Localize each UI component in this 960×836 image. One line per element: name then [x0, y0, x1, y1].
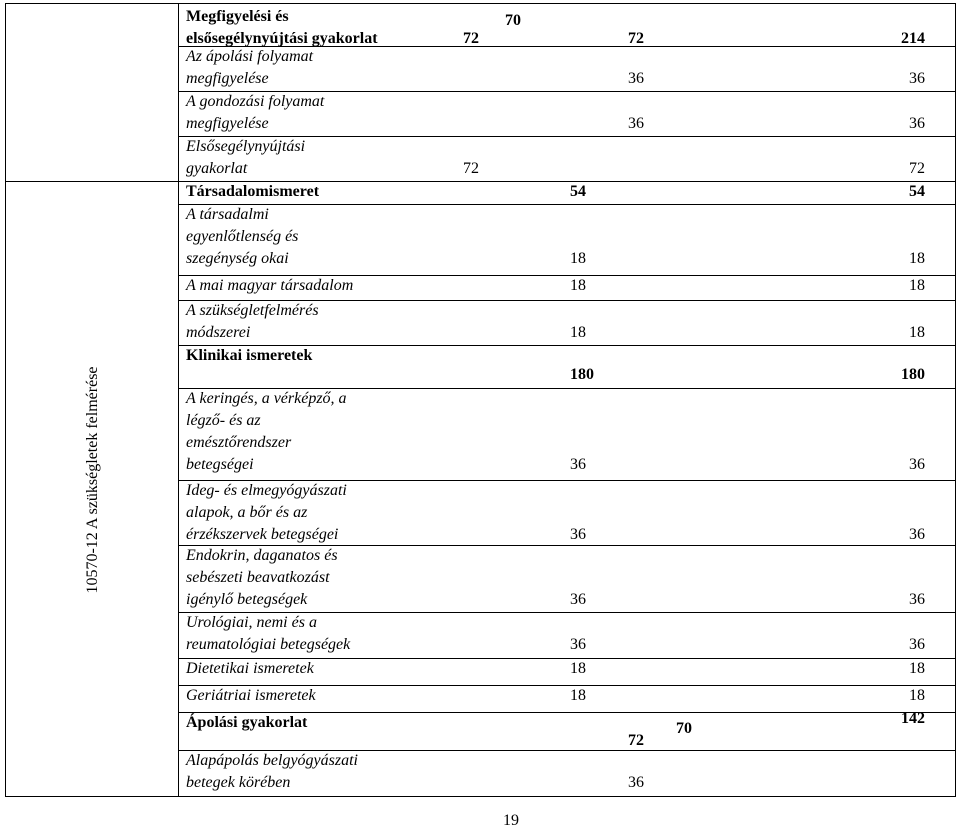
row-label-line: egyenlőtlenség és [186, 228, 299, 245]
row-label-line: sebészeti beavatkozást [186, 569, 330, 586]
row-label-line: A gondozási folyamat [186, 93, 325, 110]
page-number: 19 [503, 812, 519, 829]
row-label-line: elsősegélynyújtási gyakorlat [186, 30, 378, 47]
row-label-line: Geriátriai ismeretek [186, 687, 316, 704]
row-label-line: alapok, a bőr és az [186, 504, 308, 521]
row-label-line: gyakorlat [186, 160, 248, 177]
total-hours-cell: 36 [909, 456, 925, 473]
table-column-divider [178, 3, 179, 797]
row-label-line: szegénység okai [186, 250, 289, 267]
hours-cell-c2: 36 [570, 526, 586, 543]
total-hours-cell: 18 [909, 324, 925, 341]
row-label-line: betegségei [186, 456, 254, 473]
hours-cell-c2: 36 [570, 591, 586, 608]
total-hours-cell: 18 [909, 687, 925, 704]
row-label-line: igénylő betegségek [186, 591, 308, 608]
hours-cell-c3: 72 [628, 732, 644, 749]
row-label-line: Ápolási gyakorlat [186, 714, 308, 731]
hours-cell-c1: 72 [463, 160, 479, 177]
hours-cell-c2: 18 [570, 250, 586, 267]
row-label-line: A mai magyar társadalom [186, 277, 354, 294]
row-label-line: Urológiai, nemi és a [186, 614, 317, 631]
hours-cell-c2: 18 [570, 324, 586, 341]
curriculum-table [5, 3, 956, 797]
hours-cell-c2: 18 [570, 660, 586, 677]
total-hours-cell: 214 [901, 30, 925, 47]
row-label-line: Ideg- és elmegyógyászati [186, 482, 347, 499]
row-separator [5, 181, 956, 182]
row-label-line: betegek körében [186, 774, 291, 791]
total-hours-cell: 142 [901, 710, 925, 727]
hours-cell-c2: 18 [570, 687, 586, 704]
row-label-line: Klinikai ismeretek [186, 347, 313, 364]
row-label-line: A szükségletfelmérés [186, 302, 319, 319]
total-hours-cell: 36 [909, 115, 925, 132]
hours-cell-c3: 36 [628, 70, 644, 87]
row-label-line: módszerei [186, 324, 251, 341]
total-hours-cell: 18 [909, 277, 925, 294]
hours-cell-c2: 54 [570, 183, 586, 200]
row-label-line: reumatológiai betegségek [186, 636, 351, 653]
total-hours-cell: 18 [909, 660, 925, 677]
row-label-line: megfigyelése [186, 115, 269, 132]
row-label-line: légző- és az [186, 412, 261, 429]
row-label-line: Megfigyelési és [186, 8, 289, 25]
hours-cell-c4: 70 [676, 720, 692, 737]
row-label-line: Társadalomismeret [186, 183, 320, 200]
row-label-line: Az ápolási folyamat [186, 48, 314, 65]
hours-cell-c3: 36 [628, 774, 644, 791]
total-hours-cell: 54 [909, 183, 925, 200]
row-label-line: Dietetikai ismeretek [186, 660, 314, 677]
row-label-line: A keringés, a vérképző, a [186, 390, 347, 407]
row-label-line: érzékszervek betegségei [186, 526, 339, 543]
row-separator [178, 204, 956, 205]
hours-cell-c3: 36 [628, 115, 644, 132]
hours-cell-c2: 180 [570, 366, 594, 383]
total-hours-cell: 72 [909, 160, 925, 177]
total-hours-cell: 36 [909, 591, 925, 608]
total-hours-cell: 36 [909, 636, 925, 653]
hours-cell-c2: 70 [505, 12, 521, 29]
row-label-line: megfigyelése [186, 70, 269, 87]
row-label-line: emésztőrendszer [186, 434, 292, 451]
total-hours-cell: 18 [909, 250, 925, 267]
hours-cell-c3: 72 [628, 30, 644, 47]
total-hours-cell: 36 [909, 70, 925, 87]
row-label-line: Endokrin, daganatos és [186, 547, 338, 564]
row-label-line: A társadalmi [186, 206, 269, 223]
row-label-line: Elsősegélynyújtási [186, 138, 306, 155]
hours-cell-c2: 36 [570, 456, 586, 473]
row-label-line: Alapápolás belgyógyászati [186, 752, 358, 769]
hours-cell-c2: 18 [570, 277, 586, 294]
hours-cell-c2: 36 [570, 636, 586, 653]
total-hours-cell: 36 [909, 526, 925, 543]
total-hours-cell: 180 [901, 366, 925, 383]
module-label: 10570-12 A szükségletek felmérése [84, 366, 101, 594]
hours-cell-c1: 72 [463, 30, 479, 47]
